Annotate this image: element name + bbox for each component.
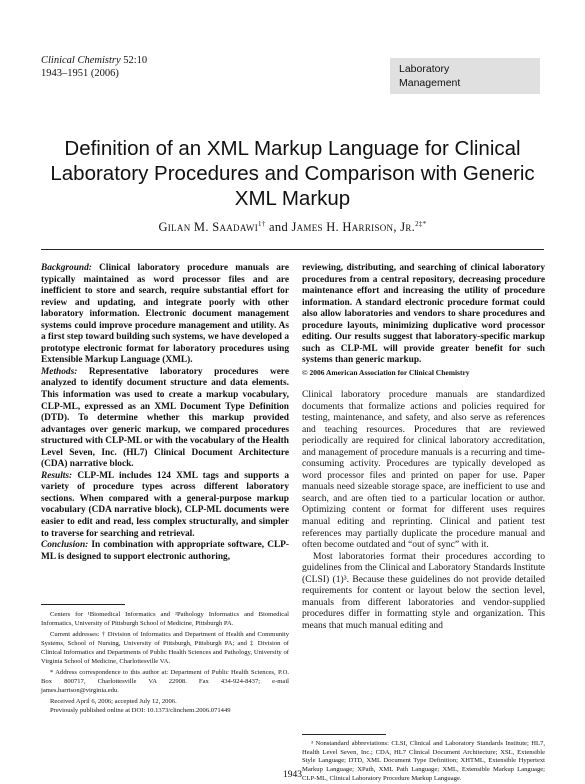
journal-name: Clinical Chemistry — [41, 55, 121, 66]
footnote-rule-right — [302, 734, 386, 735]
author-1: Gilan M. Saadawi — [158, 220, 259, 235]
footnote-current-addresses: Current addresses: † Division of Informatics and Department of Health and Community Systems, School of Nursing, University of Pittsburgh, Pittsburgh PA; and ‡ Division of Clinical Informatics and Departments of Public Health Sciences and Pathology, University of Virginia School of Medicine, Charlottesville VA. — [41, 631, 289, 665]
article-title: Definition of an XML Markup Language for Clinical Laboratory Procedures and Comparison with Generic XML Markup — [50, 137, 535, 210]
background-label: Background: — [41, 263, 92, 273]
footnotes-left — [41, 604, 289, 719]
body-text-column — [302, 389, 545, 631]
author-1-affiliation: 1† — [258, 220, 266, 228]
abstract-right-column — [302, 263, 545, 378]
conclusion-text-part1: In combination with appropriate software, CLP-ML is designed to support electronic authoring, — [41, 540, 289, 562]
abstract-background — [41, 263, 289, 367]
footnote-centers: Centers for ¹Biomedical Informatics and ²Pathology Informatics and Biomedical Informatics, University of Pittsburgh School of Medicine, Pittsburgh PA. — [41, 611, 289, 627]
abstract-conclusion — [41, 540, 289, 563]
body-paragraph-1: Clinical laboratory procedure manuals are standardized documents that formalize actions and policies required for testing, maintenance, and safety, and also serve as references and teaching resources. Procedures that are reviewed periodically are required for clinical laboratory accreditation, and management of procedure manuals is a recurring and time-consuming activity. Procedures are typically developed as word processor files and printed on paper for use. Paper manuals need sizeable storage space, are inefficient to use and search, and are often tied to a particular location or author. Optimizing content or format for different uses requires manual editing and reprinting. Clinical and patient test references may partially duplicate the procedure manual and often become outdated and “out of sync” with it. — [302, 389, 545, 551]
abstract-methods — [41, 367, 289, 471]
results-label: Results: — [41, 470, 73, 481]
footnote-correspondence: * Address correspondence to this author at: Department of Public Health Sciences, P.O. Box 800717, Charlottesville VA 22908. Fax 434-924-8437; e-mail james.harrison@virginia.edu. — [41, 669, 289, 694]
abstract-left-column — [41, 263, 289, 563]
author-2: James H. Harrison, Jr. — [291, 220, 416, 235]
footnote-received: Received April 6, 2006; accepted July 12, 2006. — [50, 698, 177, 706]
volume-issue: 52:10 — [123, 55, 148, 66]
footnote-published: Previously published online at DOI: 10.1373/clinchem.2006.071449 — [50, 707, 231, 715]
author-2-affiliation: 2‡* — [415, 220, 427, 228]
footnote-rule-left — [41, 604, 125, 605]
page-number: 1943 — [283, 770, 302, 780]
conclusion-text-part2: reviewing, distributing, and searching of clinical laboratory procedures from a central repository, decreasing procedure maintenance effort and increasing the utility of procedure information. A standard electronic procedure format could also allow laboratories and vendors to share procedures and procedure layouts, minimizing duplicative word processor editing. Our results suggest that laboratory-specific markup such as CLP-ML will provide greater benefit for such systems than generic markup. — [302, 263, 545, 366]
author-conjunction: and — [265, 220, 292, 235]
abstract-results — [41, 471, 289, 540]
background-text: Clinical laboratory procedure manuals are typically maintained as word processor files and are inefficient to store and search, require substantial effort for review and updating, and integrate poorly with other laboratory information. Electronic document management systems could improve procedure management and utility. As a first step toward building such systems, we have developed a prototype electronic format for laboratory procedures using Extensible Markup Language (XML). — [41, 263, 289, 366]
author-line — [30, 220, 555, 235]
section-label-line1: Laboratory — [399, 63, 450, 75]
body-paragraph-2: Most laboratories format their procedures according to guidelines from the Clinical and Laboratory Standards Institute (CLSI) (1)³. Because these guidelines do not provide detailed requirements for content or layout below the section level, manuals from different laboratories and vendor-supplied procedures differ in formatting style and organization. This means that much manual editing and — [302, 550, 545, 631]
section-label-line2: Management — [399, 77, 461, 89]
pages-year: 1943–1951 (2006) — [41, 68, 119, 79]
header-rule — [41, 249, 544, 250]
methods-text: Representative laboratory procedures were analyzed to identify document structure and data elements. This information was used to create a markup vocabulary, CLP-ML, expressed as an XML Document Type Definition (DTD). To determine whether this markup provided advantages over generic markup, we compared procedures structured with CLP-ML or with the vocabulary of the Health Level Seven, Inc. (HL7) Clinical Document Architecture (CDA) narrative block. — [41, 366, 289, 470]
section-label-box — [390, 58, 540, 94]
copyright-notice: © 2006 American Association for Clinical Chemistry — [302, 367, 470, 377]
footnote-abbreviations: ³ Nonstandard abbreviations: CLSI, Clinical and Laboratory Standards Institute; HL7, Health Level Seven, Inc.; CDA, HL7 Clinical Document Architecture; XSL, Extensible Style Language; DTD, XML Document Type Definition; XHTML, Extensible Hypertext Markup Language; XPath, XML Path Language; XML, Extensible Markup Language; CLP-ML, Clinical Laboratory Procedure Markup Language. — [302, 740, 545, 782]
journal-citation — [41, 54, 147, 80]
methods-label: Methods: — [41, 366, 78, 377]
conclusion-label: Conclusion: — [41, 540, 89, 551]
results-text: CLP-ML includes 124 XML tags and supports a variety of procedure types across different laboratory sections. When compared with a general-purpose markup vocabulary (CDA narrative block), CLP-ML documents were easier to edit and read, less complex structurally, and simpler to traverse for searching and retrieval. — [41, 470, 289, 539]
